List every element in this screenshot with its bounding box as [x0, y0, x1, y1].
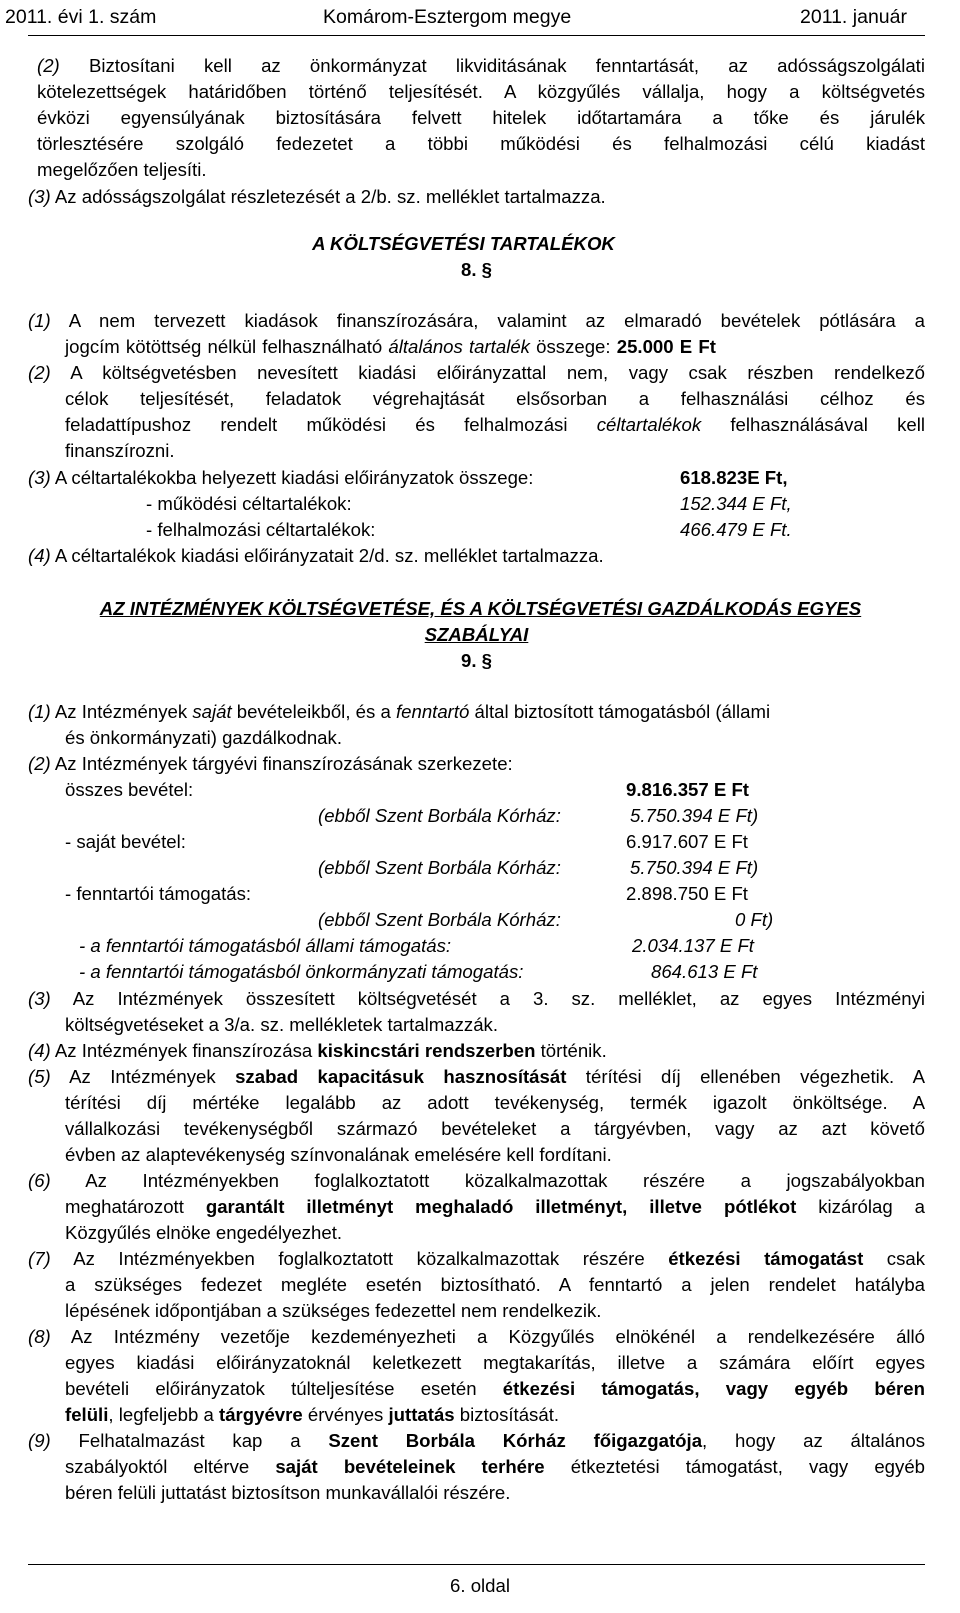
text: Felhatalmazást kap a: [78, 1430, 329, 1451]
text: bevételeikből, és a: [231, 701, 396, 722]
text: által biztosított támogatásból (állami: [469, 701, 771, 722]
s8-p3-sub2-value: 466.479 E Ft.: [680, 519, 792, 540]
earmarked-reserve-term: céltartalékok: [596, 414, 702, 435]
s8-p3-sub2-label: - felhalmozási céltartalékok:: [146, 519, 376, 540]
s8-p2-line3: [65, 413, 925, 437]
para-number: (2): [28, 753, 51, 774]
s9-p8-line1: [28, 1325, 925, 1349]
text: Az Intézményekben foglalkoztatott közalkalmazottak részére: [73, 1248, 669, 1269]
s8-p3-label: [28, 466, 533, 490]
s9-p7-line2: a szükséges fedezet megléte esetén biztosítható. A fenntartó a jelen rendelet hatályba: [65, 1274, 925, 1295]
header-date: 2011. január: [800, 6, 907, 28]
row-own-label: - saját bevétel:: [65, 831, 186, 852]
s9-p7-line3: lépésének időpontjában a szükséges fedezettel nem rendelkezik.: [65, 1300, 602, 1321]
para-number: (6): [28, 1170, 51, 1191]
header-rule: [28, 35, 925, 36]
s8-p1-line1: [28, 309, 925, 333]
s9-p9-line2: [65, 1455, 925, 1479]
section-9-title-line1: AZ INTÉZMÉNYEK KÖLTSÉGVETÉSE, ÉS A KÖLTSÉGVETÉSI GAZDÁLKODÁS EGYES: [99, 598, 862, 619]
text: Az Intézmények összesített költségvetését a 3. sz. melléklet, az egyes Intézményi: [72, 988, 926, 1009]
own-term: saját: [192, 701, 232, 722]
row-own-value: 6.917.607 E Ft: [626, 831, 748, 852]
section-8-title: A KÖLTSÉGVETÉSI TARTALÉKOK: [312, 233, 615, 254]
emphasis: étkezési támogatás, vagy egyéb béren: [502, 1378, 925, 1399]
text: Az Intézmények finanszírozása: [54, 1040, 318, 1061]
text: A céltartalékok kiadási előirányzatait 2/d. sz. melléklet tartalmazza.: [54, 545, 604, 566]
s9-p6-line1: [28, 1169, 925, 1193]
text: Az Intézmény vezetője kezdeményezheti a Közgyűlés elnökénél a rendelkezésére álló: [70, 1326, 926, 1347]
s9-p1-line1: [28, 700, 770, 724]
text: Az Intézmények: [54, 701, 193, 722]
text: térítési díj ellenében végezhetik. A: [566, 1066, 925, 1087]
row-state-value: 2.034.137 E Ft: [632, 935, 754, 956]
intro-p2-line5: megelőzően teljesíti.: [37, 159, 207, 180]
s8-p2-line2: célok teljesítését, feladatok végrehajtását elsősorban a felhasználási célhoz és: [65, 388, 925, 409]
para-number: (1): [28, 310, 51, 331]
intro-p2-line4: törlesztésére szolgáló fedezetet a többi működési és felhalmozási célú kiadást: [37, 133, 925, 154]
para-number: (1): [28, 701, 51, 722]
s9-p5-line2: térítési díj mértéke legalább az adott tevékenység, termék igazolt önköltsége. A: [65, 1092, 925, 1113]
emphasis: juttatás: [388, 1404, 455, 1425]
emphasis: tárgyévre: [219, 1404, 303, 1425]
row-own-note-label: (ebből Szent Borbála Kórház:: [318, 857, 561, 878]
para-number: (5): [28, 1066, 51, 1087]
s8-p2-line4: finanszírozni.: [65, 440, 175, 461]
text: Biztosítani kell az önkormányzat likviditásának fenntartását, az adósságszolgálati: [88, 55, 925, 76]
row-local-label: - a fenntartói támogatásból önkormányzati támogatás:: [79, 961, 524, 982]
text: érvényes: [302, 1404, 389, 1425]
text: étkeztetési támogatást, vagy egyéb: [544, 1456, 925, 1477]
emphasis: kiskincstári rendszerben: [317, 1040, 536, 1061]
s9-p8-line4: [65, 1403, 559, 1427]
s8-p1-line2: [65, 335, 716, 359]
s9-p3-line2: költségvetéseket a 3/a. sz. mellékletek tartalmazzák.: [65, 1014, 499, 1035]
general-reserve-value: 25.000 E Ft: [616, 336, 716, 357]
para-number: (9): [28, 1430, 51, 1451]
s9-p8-line3: [65, 1377, 925, 1401]
section-8-number: 8. §: [460, 259, 492, 280]
s8-p3-sub1-value: 152.344 E Ft,: [680, 493, 792, 514]
s9-p3-line1: [28, 987, 925, 1011]
s8-p3-sub1-label: - működési céltartalékok:: [146, 493, 352, 514]
text: meghatározott: [65, 1196, 206, 1217]
text: Az Intézmények tárgyévi finanszírozásának szerkezete:: [54, 753, 513, 774]
intro-p2-line2: kötelezettségek határidőben történő teljesítését. A közgyűlés vállalja, hogy a költségvetés: [37, 81, 925, 102]
intro-p2-line1: [37, 54, 925, 78]
section-9-number: 9. §: [460, 650, 492, 671]
s8-p3-value: 618.823E Ft,: [680, 467, 788, 488]
text: Az Intézmények: [69, 1066, 236, 1087]
text: történik.: [535, 1040, 607, 1061]
row-support-label: - fenntartói támogatás:: [65, 883, 252, 904]
header-issue: 2011. évi 1. szám: [5, 6, 157, 28]
row-total-note-label: (ebből Szent Borbála Kórház:: [318, 805, 561, 826]
maintainer-term: fenntartó: [395, 701, 470, 722]
intro-p2-line3: évközi egyensúlyának biztosítására felvett hitelek időtartamára a tőke és járulék: [37, 107, 925, 128]
para-number: (2): [37, 55, 60, 76]
row-state-label: - a fenntartói támogatásból állami támogatás:: [79, 935, 452, 956]
text: biztosítását.: [454, 1404, 560, 1425]
emphasis: felüli: [65, 1404, 109, 1425]
emphasis: Szent Borbála Kórház főigazgatója: [328, 1430, 703, 1451]
text: , legfeljebb a: [108, 1404, 219, 1425]
s9-p6-line2: [65, 1195, 925, 1219]
row-total-label: összes bevétel:: [65, 779, 194, 800]
text: feladattípushoz rendelt működési és felhalmozási: [65, 414, 597, 435]
row-support-note-value: 0 Ft): [735, 909, 774, 930]
para-number: (4): [28, 1040, 51, 1061]
para-number: (3): [28, 186, 51, 207]
text: A költségvetésben nevesített kiadási előirányzattal nem, vagy csak részben rendelkező: [70, 362, 925, 383]
row-total-value: 9.816.357 E Ft: [626, 779, 750, 800]
para-number: (7): [28, 1248, 51, 1269]
s9-p1-line2: és önkormányzati) gazdálkodnak.: [65, 727, 342, 748]
emphasis: szabad kapacitásuk hasznosítását: [235, 1066, 567, 1087]
text: kizárólag a: [796, 1196, 925, 1217]
row-local-value: 864.613 E Ft: [651, 961, 758, 982]
s9-p9-line1: [28, 1429, 925, 1453]
s9-p7-line1: [28, 1247, 925, 1271]
row-total-note-value: 5.750.394 E Ft): [630, 805, 759, 826]
s9-p6-line3: Közgyűlés elnöke engedélyezhet.: [65, 1222, 343, 1243]
s9-p9-line3: béren felüli juttatást biztosítson munkavállalói részére.: [65, 1482, 511, 1503]
row-support-note-label: (ebből Szent Borbála Kórház:: [318, 909, 561, 930]
s9-p5-line4: évben az alaptevékenység színvonalának emelésére kell fordítani.: [65, 1144, 612, 1165]
emphasis: garantált illetményt meghaladó illetményt, illetve pótlékot: [205, 1196, 797, 1217]
general-reserve-term: általános tartalék: [388, 336, 530, 357]
footer-rule: [28, 1564, 925, 1565]
para-number: (3): [28, 467, 51, 488]
page-number: 6. oldal: [450, 1575, 510, 1596]
row-support-value: 2.898.750 E Ft: [626, 883, 748, 904]
text: szabályoktól eltérve: [65, 1456, 276, 1477]
text: bevételi előirányzatok túlteljesítése esetén: [65, 1378, 503, 1399]
text: Az adósságszolgálat részletezését a 2/b. sz. melléklet tartalmazza.: [54, 186, 606, 207]
section-9-title-line2: SZABÁLYAI: [424, 624, 529, 645]
s9-p5-line1: [28, 1065, 925, 1089]
intro-p3: [28, 185, 606, 209]
s9-p5-line3: vállalkozási tevékenységből származó bevételeket a tárgyévben, vagy az azt követő: [65, 1118, 925, 1139]
s8-p2-line1: [28, 361, 925, 385]
text: A nem tervezett kiadások finanszírozására, valamint az elmaradó bevételek pótlására a: [68, 310, 926, 331]
para-number: (3): [28, 988, 51, 1009]
emphasis: saját bevételeinek terhére: [275, 1456, 545, 1477]
emphasis: étkezési támogatást: [668, 1248, 864, 1269]
header-county: Komárom-Esztergom megye: [323, 6, 572, 28]
text: összege:: [529, 336, 617, 357]
text: , hogy az általános: [702, 1430, 925, 1451]
s9-p2: [28, 752, 513, 776]
para-number: (2): [28, 362, 51, 383]
text: A céltartalékokba helyezett kiadási előirányzatok összege:: [54, 467, 534, 488]
s9-p4: [28, 1039, 607, 1063]
row-own-note-value: 5.750.394 E Ft): [630, 857, 759, 878]
s9-p8-line2: egyes kiadási előirányzatoknál keletkezett megtakarítás, illetve a számára előírt egyes: [65, 1352, 925, 1373]
para-number: (8): [28, 1326, 51, 1347]
text: Az Intézményekben foglalkoztatott közalkalmazottak részére a jogszabályokban: [85, 1170, 926, 1191]
text: felhasználásával kell: [701, 414, 925, 435]
para-number: (4): [28, 545, 51, 566]
s8-p4: [28, 544, 604, 568]
text: csak: [863, 1248, 926, 1269]
text: jogcím kötöttség nélkül felhasználható: [65, 336, 389, 357]
